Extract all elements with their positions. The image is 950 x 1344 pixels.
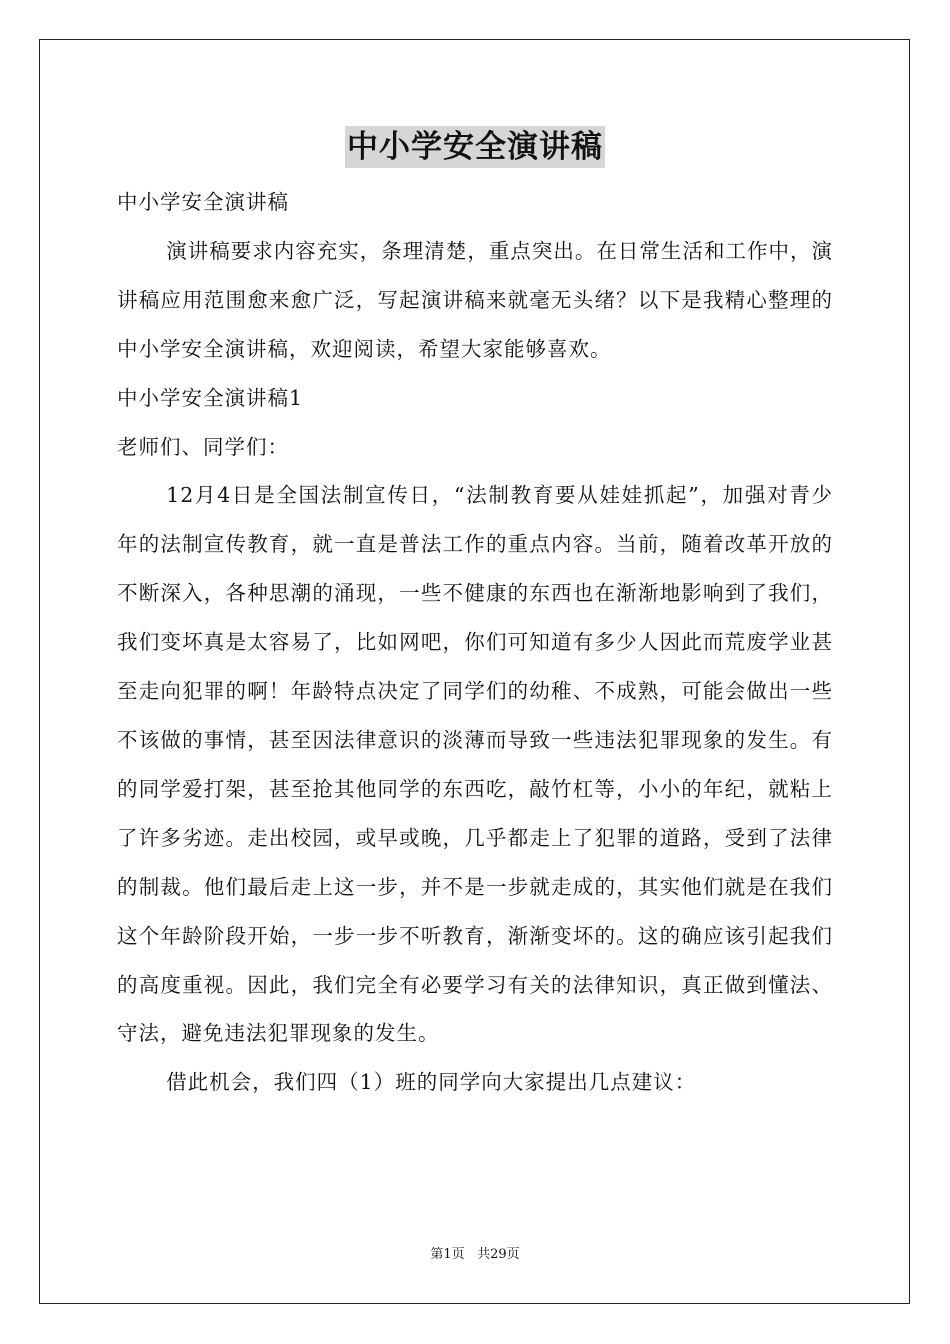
document-title: 中小学安全演讲稿 [345, 126, 605, 168]
page-number: 第1页 [430, 1247, 465, 1262]
paragraph: 借此机会，我们四（1）班的同学向大家提出几点建议： [166, 1070, 697, 1095]
paragraph: 演讲稿要求内容充实，条理清楚，重点突出。在日常生活和工作中，演讲稿应用范围愈来愈广泛，写起演讲稿来就毫无头绪？以下是我精心整理的中小学安全演讲稿，欢迎阅读，希望大家能够喜欢。 [117, 238, 833, 361]
paragraph: 中小学安全演讲稿 [117, 190, 289, 214]
document-body [117, 178, 833, 1107]
page-footer [0, 1246, 950, 1264]
title-container [0, 126, 950, 168]
paragraph: 老师们、同学们： [117, 434, 289, 459]
paragraph: 12月4日是全国法制宣传日，“法制教育要从娃娃抓起”，加强对青少年的法制宣传教育，就一直是普法工作的重点内容。当前，随着改革开放的不断深入，各种思潮的涌现，一些不健康的东西也在渐渐地影响到了我们，我们变坏真是太容易了，比如网吧，你们可知道有多少人因此而荒废学业甚至走向犯罪的啊！年龄特点决定了同学们的幼稚、不成熟，可能会做出一些不该做的事情，甚至因法律意识的淡薄而导致一些违法犯罪现象的发生。有的同学爱打架，甚至抢其他同学的东西吃，敲竹杠等，小小的年纪，就粘上了许多劣迹。走出校园，或早或晚，几乎都走上了犯罪的道路，受到了法律的制裁。他们最后走上这一步，并不是一步就走成的，其实他们就是在我们这个年龄阶段开始，一步一步不听教育，渐渐变坏的。这的确应该引起我们的高度重视。因此，我们完全有必要学习有关的法律知识，真正做到懂法、守法，避免违法犯罪现象的发生。 [117, 483, 833, 1046]
page-total: 共29页 [477, 1247, 520, 1262]
paragraph: 中小学安全演讲稿1 [117, 385, 304, 410]
